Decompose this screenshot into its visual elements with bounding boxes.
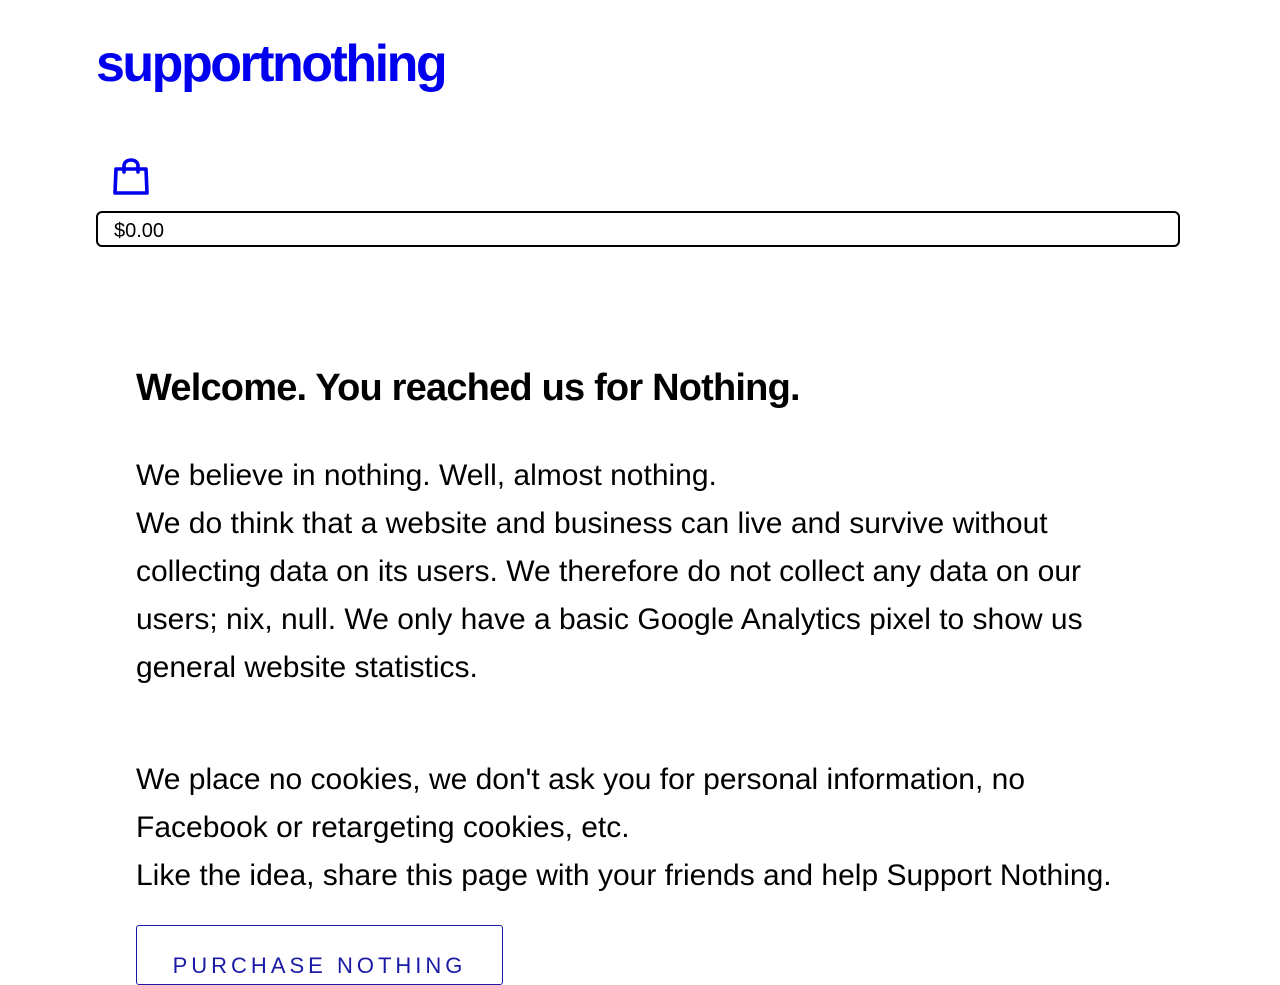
data-policy-paragraph: We do think that a website and business can live and survive without collecting data on its users. We therefore do not collect any data on our users; nix, null. We only have a basic Google Analytics pixel to show us general website statistics. <box>136 507 1083 684</box>
site-logo[interactable]: supportnothing <box>96 35 446 93</box>
main-content <box>136 362 1156 900</box>
purchase-nothing-button[interactable]: PURCHASE NOTHING <box>136 925 503 985</box>
cart-total[interactable]: $0.00 <box>96 211 1180 247</box>
intro-line: We believe in nothing. Well, almost nothing. <box>136 459 717 492</box>
paragraph-spacer <box>136 692 1156 756</box>
cookies-paragraph: We place no cookies, we don't ask you for personal information, no Facebook or retargeting cookies, etc. <box>136 763 1025 844</box>
shopping-bag-icon[interactable] <box>112 156 150 196</box>
page-title: Welcome. You reached us for Nothing. <box>136 367 800 409</box>
share-paragraph: Like the idea, share this page with your friends and help Support Nothing. <box>136 859 1112 892</box>
